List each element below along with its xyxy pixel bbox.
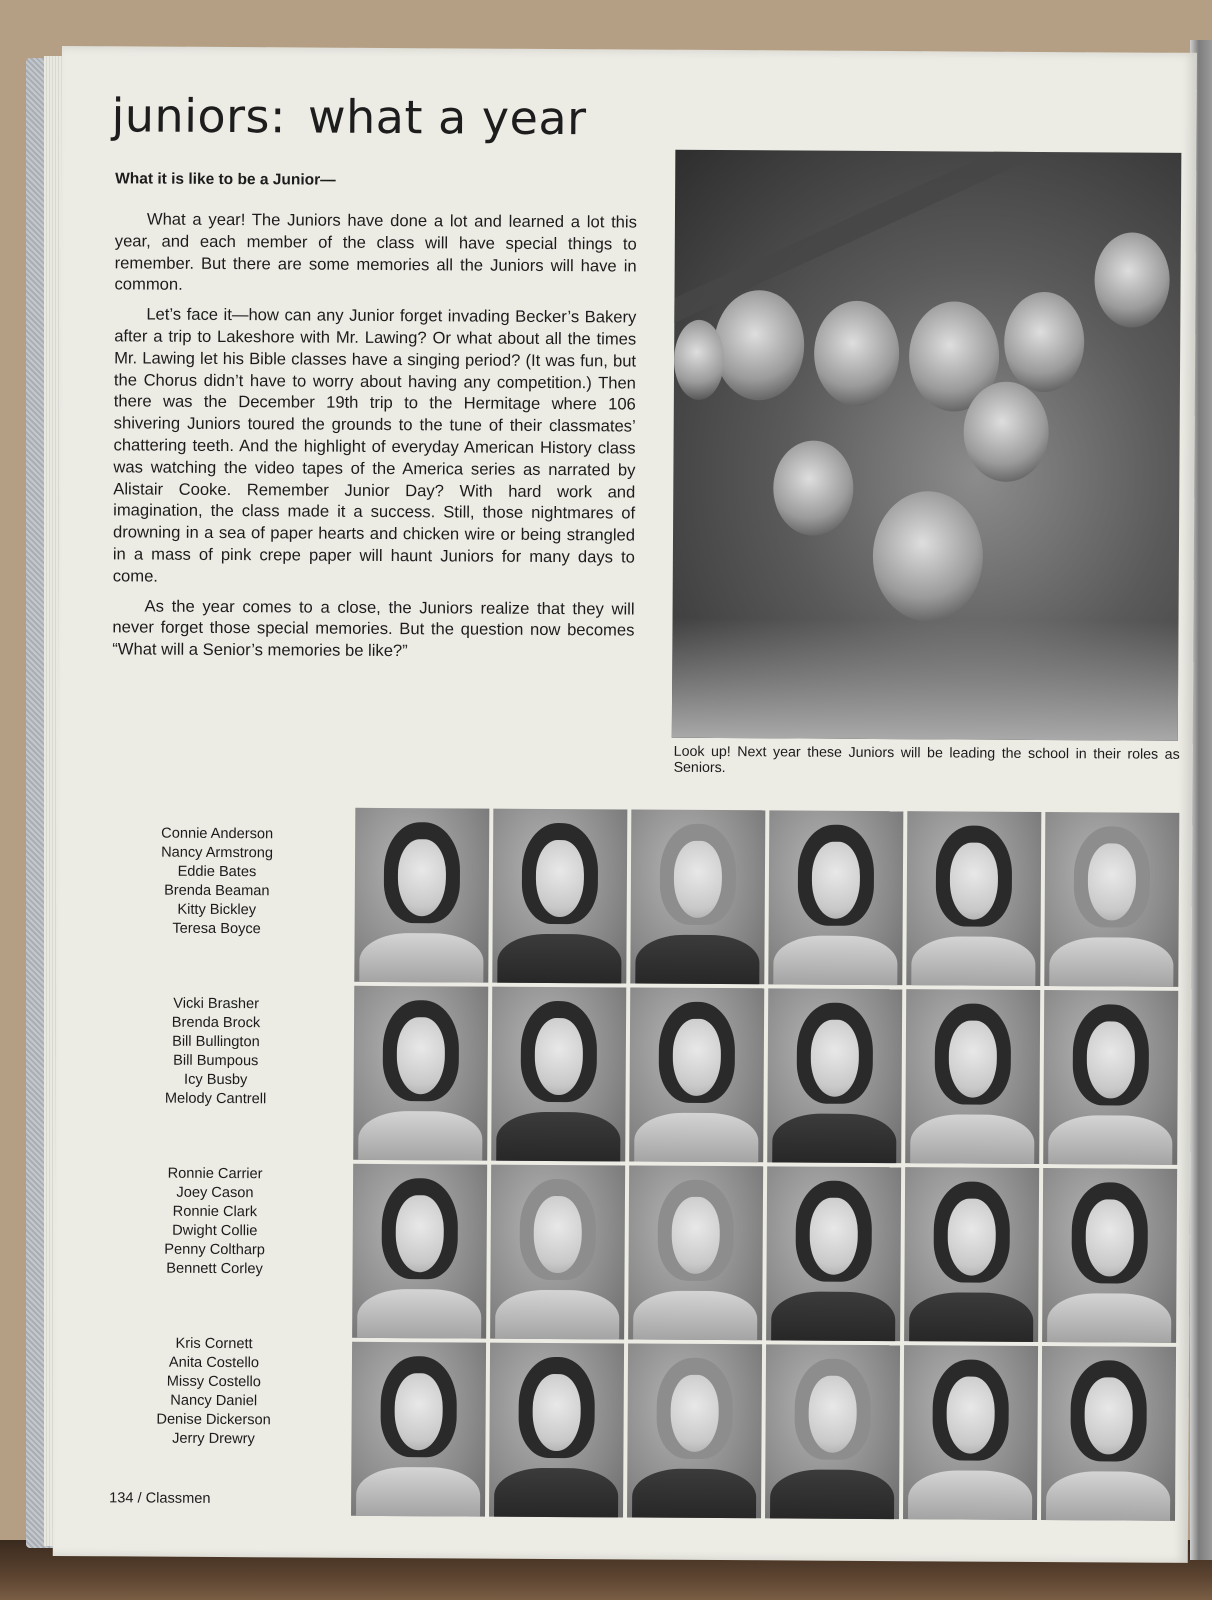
- portrait-photo: [906, 811, 1041, 986]
- portrait-photo: [767, 988, 902, 1163]
- portrait-photo: [627, 1343, 762, 1518]
- article-body: [112, 184, 637, 663]
- student-name: Nancy Daniel: [170, 1392, 258, 1410]
- paragraph: As the year comes to a close, the Juniors realize that they will never forget those special memories. But the question now becomes “What will a Senior’s memories be like?”: [112, 596, 635, 661]
- paragraph: Let’s face it—how can any Junior forget invading Becker’s Bakery after a trip to Lakeshore with Mr. Lawing? Or what about all the times Mr. Lawing let his Bible classes have a singing period? (It was fun, but the Chorus didn’t have to worry about having any competition.) Then there was the December 19th trip to the Hermitage where 106 shivering Juniors toured the grounds to the tune of their classmates’ chattering teeth. And the highlight of everyday American History class was watching the video tapes of the America series as narrated by Alistair Cooke. Remember Junior Day? With hard work and imagination, the class made it a success. Still, those nightmares of drowning in a sea of paper hearts and chicken wire or being strangled in a mass of pink crepe paper will haunt Juniors for many days to come.: [112, 304, 637, 586]
- article-subhead: What it is like to be a Junior—: [115, 170, 336, 189]
- student-name: Ronnie Clark: [172, 1203, 258, 1221]
- student-name: Bill Bumpous: [173, 1052, 259, 1070]
- page-footer: 134 / Classmen: [109, 1490, 211, 1507]
- portrait-photo: [491, 987, 626, 1162]
- student-name: Icy Busby: [183, 1071, 248, 1089]
- portrait-photo: [492, 809, 627, 984]
- portrait-photo: [354, 808, 489, 983]
- portrait-photo: [765, 1344, 900, 1519]
- portrait-photo: [490, 1165, 625, 1340]
- student-name: Bill Bullington: [172, 1033, 260, 1051]
- title-main: juniors:: [111, 88, 287, 144]
- portrait-photo: [903, 1345, 1038, 1520]
- student-name: Penny Coltharp: [164, 1241, 265, 1259]
- student-name: Vicki Brasher: [173, 995, 260, 1013]
- paragraph: What a year! The Juniors have done a lot and learned a lot this year, and each member of the class will have special things to remember. But there are some memories all the Juniors will have in common.: [114, 209, 637, 295]
- portrait-photo: [905, 989, 1040, 1164]
- portrait-photo: [766, 1166, 901, 1341]
- title-sub: what a year: [307, 89, 587, 146]
- portrait-photo: [353, 986, 488, 1161]
- name-list-row-1: [117, 824, 318, 939]
- portrait-photo: [629, 987, 764, 1162]
- student-name: Kris Cornett: [175, 1335, 253, 1353]
- yearbook-page: [53, 46, 1197, 1563]
- student-name: Bennett Corley: [166, 1260, 263, 1278]
- student-name: Joey Cason: [176, 1184, 254, 1202]
- student-name: Jerry Drewry: [172, 1430, 255, 1448]
- portrait-photo: [628, 1165, 763, 1340]
- student-name: Ronnie Carrier: [167, 1165, 263, 1183]
- name-list-row-3: [114, 1164, 315, 1279]
- portrait-grid: [351, 808, 1179, 1521]
- page-title: [111, 88, 586, 145]
- portrait-photo: [1041, 1346, 1176, 1521]
- portrait-photo: [630, 809, 765, 984]
- student-name: Brenda Brock: [171, 1014, 261, 1032]
- portrait-photo: [1043, 990, 1178, 1165]
- student-name: Teresa Boyce: [172, 920, 261, 938]
- photo-caption: Look up! Next year these Juniors will be leading the school in their roles as Seniors.: [673, 743, 1180, 777]
- portrait-photo: [904, 1167, 1039, 1342]
- portrait-photo: [351, 1342, 486, 1517]
- portrait-photo: [1042, 1168, 1177, 1343]
- name-list-row-2: [116, 994, 317, 1109]
- student-name: Eddie Bates: [177, 863, 257, 881]
- student-name: Denise Dickerson: [156, 1411, 271, 1429]
- student-name: Missy Costello: [166, 1373, 261, 1391]
- portrait-photo: [1044, 812, 1179, 987]
- student-name: Connie Anderson: [161, 825, 274, 843]
- student-name: Anita Costello: [168, 1354, 260, 1372]
- group-photo: [672, 150, 1182, 741]
- student-name: Melody Cantrell: [164, 1090, 267, 1108]
- student-name: Dwight Collie: [172, 1222, 258, 1240]
- portrait-photo: [768, 810, 903, 985]
- name-list-row-4: [113, 1334, 314, 1449]
- student-name: Kitty Bickley: [177, 901, 257, 919]
- student-name: Nancy Armstrong: [161, 844, 274, 862]
- student-name: Brenda Beaman: [164, 882, 270, 900]
- portrait-photo: [352, 1164, 487, 1339]
- portrait-photo: [489, 1343, 624, 1518]
